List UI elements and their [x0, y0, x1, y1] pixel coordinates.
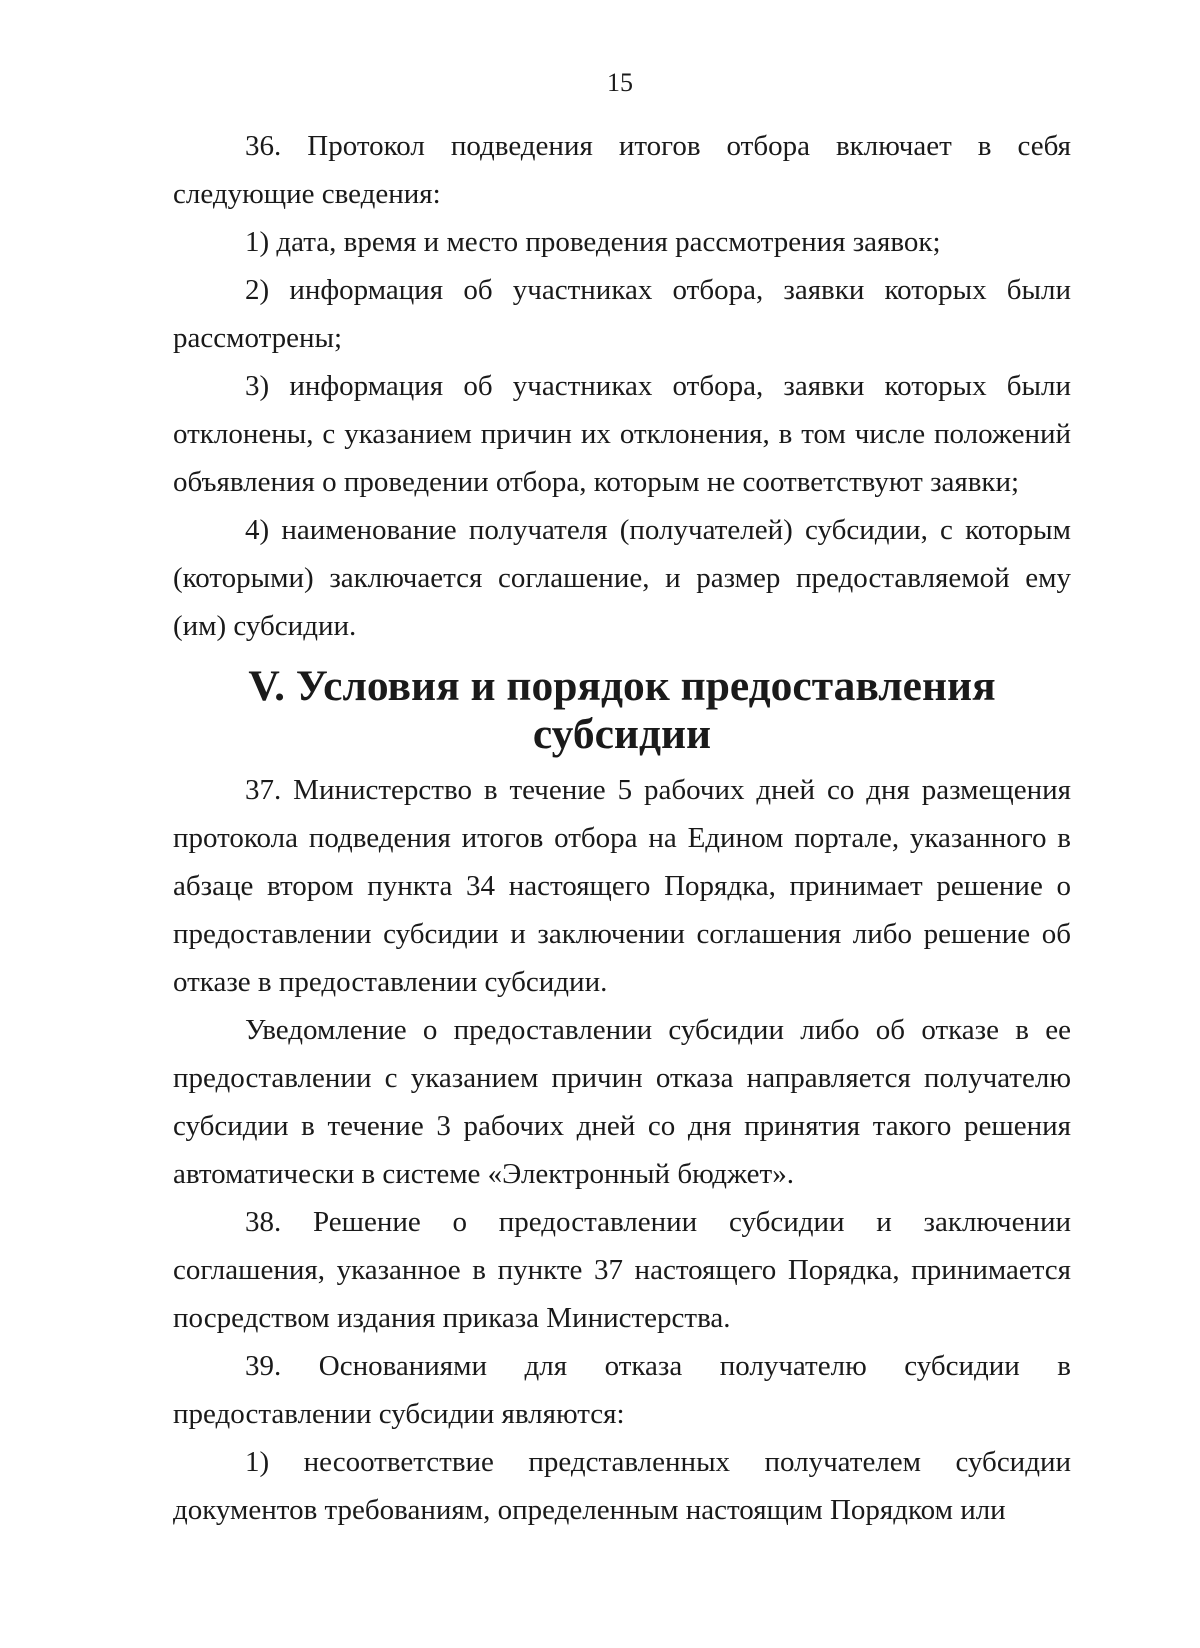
list-item-36-3: 3) информация об участниках отбора, заявки которых были отклонены, с указанием причин их отклонения, в том числе положений объявления о проведении отбора, которым не соответствуют заявки; [173, 370, 1071, 498]
section-heading: V. Условия и порядок предоставления субсидии [248, 662, 996, 758]
list-item-36-4: 4) наименование получателя (получателей) субсидии, с которым (которыми) заключается соглашение, и размер предоставляемой ему (им) субсидии. [173, 514, 1071, 642]
paragraph-37: 37. Министерство в течение 5 рабочих дней со дня размещения протокола подведения итогов отбора на Едином портале, указанного в абзаце втором пункта 34 настоящего Порядка, принимает решение о предоставлении субсидии и заключении соглашения либо решение об отказе в предоставлении субсидии. [173, 774, 1071, 998]
paragraph-39: 39. Основаниями для отказа получателю субсидии в предоставлении субсидии являются: [173, 1350, 1071, 1430]
paragraph-38: 38. Решение о предоставлении субсидии и заключении соглашения, указанное в пункте 37 настоящего Порядка, принимается посредством издания приказа Министерства. [173, 1206, 1071, 1334]
paragraph-36: 36. Протокол подведения итогов отбора включает в себя следующие сведения: [173, 130, 1071, 210]
page-number: 15 [607, 68, 633, 97]
list-item-39-1: 1) несоответствие представленных получателем субсидии документов требованиям, определенным настоящим Порядком или [173, 1446, 1071, 1526]
paragraph-37-notice: Уведомление о предоставлении субсидии либо об отказе в ее предоставлении с указанием причин отказа направляется получателю субсидии в течение 3 рабочих дней со дня принятия такого решения автоматически в системе «Электронный бюджет». [173, 1014, 1071, 1190]
document-body [173, 122, 1071, 1534]
list-item-36-2: 2) информация об участниках отбора, заявки которых были рассмотрены; [173, 274, 1071, 354]
list-item-36-1: 1) дата, время и место проведения рассмотрения заявок; [245, 226, 941, 258]
